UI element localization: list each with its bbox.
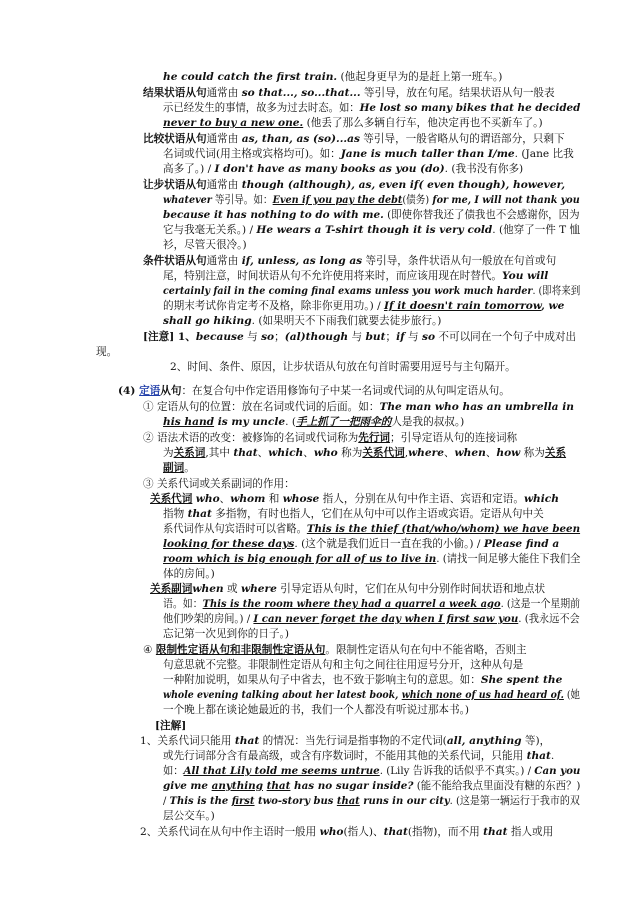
text-run: has no sugar inside? [290, 780, 414, 792]
text-run: 指人或用 [507, 826, 554, 838]
text-line [163, 522, 580, 536]
text-run: ,其中 [205, 447, 234, 459]
text-line [163, 658, 523, 672]
text-run: [注意] 1、 [143, 331, 196, 343]
text-run: (他丢了那么多辆自行车，他决定再也不买新车了。) [303, 117, 543, 129]
text-run: 人是我的叔叔。) [391, 416, 465, 428]
text-line [163, 673, 562, 687]
text-run: He lost so many bikes that he decided [359, 102, 581, 114]
text-line [163, 552, 580, 566]
text-run: 限制性定语从句和非限制性定语从句 [155, 644, 326, 656]
text-run: give me [163, 780, 212, 792]
text-run: ；引导定语从句的连接词称 [390, 432, 518, 444]
text-run: ① 定语从句的位置：放在名词或代词的后面。如： [143, 401, 380, 413]
text-run: whatever [163, 194, 212, 206]
text-run: though (although), as, even if( even though), however, [241, 179, 566, 191]
text-run: 关系词 [173, 447, 206, 459]
text-run: 它与我毫无关系。) / [163, 224, 257, 236]
text-line [163, 238, 247, 252]
text-run: when [454, 447, 486, 459]
text-run: . (Lily 告诉我的话似乎不真实。) / [379, 765, 535, 777]
text-run: that [336, 795, 360, 807]
text-run: if, unless, as long as [241, 255, 363, 267]
text-run: looking for these days [163, 538, 295, 550]
text-line [163, 284, 580, 298]
text-line [140, 825, 553, 839]
text-line [163, 764, 580, 778]
text-run: . (如果明天不下雨我们就要去徒步旅行。) [251, 315, 442, 327]
text-line [163, 193, 580, 207]
text-run: 关系 [544, 447, 567, 459]
text-run: 或 [223, 583, 241, 595]
text-run: 多指物，有时也指人，它们在从句中可以作主语或宾语。定语从句中关 [211, 508, 544, 520]
text-run: Please find a [483, 538, 560, 550]
text-line [163, 567, 215, 581]
text-run: 称为 [337, 447, 363, 459]
text-run: 通常由 [206, 87, 242, 99]
text-run: 称为 [520, 447, 545, 459]
text-run: 高多了。) / [163, 163, 215, 175]
text-run: [注解] [155, 720, 187, 732]
text-run: Can you [534, 765, 581, 777]
text-run: I don't have as many books as you (do) [214, 163, 445, 175]
text-run: 从句 [160, 385, 182, 397]
text-run: where [408, 447, 444, 459]
text-run: runs in our city [359, 795, 450, 807]
text-run: 名词或代词(用主格或宾格均可)。如： [163, 148, 341, 160]
text-run: he could catch the first train. [163, 71, 338, 83]
text-run: ② 语法术语的改变：被修饰的名词或代词称为 [143, 432, 359, 444]
text-run: The man who has an umbrella in [379, 401, 574, 413]
text-run: whole evening talking about her latest book, [163, 689, 402, 701]
text-run: ； [274, 331, 285, 343]
text-run: . (这是第一辆运行于我市的双 [449, 795, 580, 807]
text-line [163, 688, 580, 702]
text-line [163, 612, 580, 626]
text-run: who [319, 826, 344, 838]
text-line [163, 223, 580, 237]
text-line [163, 703, 469, 717]
text-run: . (请找一间足够大能住下我们全 [436, 553, 581, 565]
text-run: who [195, 493, 220, 505]
text-run: 关系副词 [150, 583, 193, 595]
text-run: (即使你替我还了债我也不会感谢你，因为 [383, 209, 580, 221]
text-line [163, 627, 289, 641]
text-line [96, 345, 117, 359]
text-run: which [268, 447, 304, 459]
text-run: 现。 [96, 346, 118, 358]
text-run: so [422, 331, 436, 343]
text-run: 2、时间、条件、原因，让步状语从句放在句首时需要用逗号与主句隔开。 [170, 361, 516, 373]
text-run: (他起身更早为的是赶上第一班车。) [337, 71, 503, 83]
text-line [170, 360, 516, 374]
text-line [143, 86, 555, 100]
text-run: but [365, 331, 386, 343]
text-run: for me, I will not thank you [429, 194, 580, 206]
text-run: if [396, 331, 405, 343]
text-line [163, 597, 580, 611]
text-line [143, 178, 565, 192]
text-run: 他们吵架的房间。) / [163, 613, 254, 625]
text-run: so that..., so...that... [241, 87, 361, 99]
text-run: 先行词 [358, 432, 391, 444]
text-run: never to buy a new one. [163, 117, 304, 129]
text-run: that [266, 780, 291, 792]
text-run: room which is big enough for all of us to live in [163, 553, 437, 565]
text-run: If it doesn't rain tomorrow [384, 300, 542, 312]
text-line [143, 132, 565, 146]
text-run: 等引导。如： [211, 194, 273, 206]
text-run: 通常由 [206, 179, 242, 191]
text-run: 1、关系代词只能用 [140, 735, 235, 747]
text-run: whose [282, 493, 320, 505]
text-run: which [523, 493, 559, 505]
text-line [140, 734, 550, 748]
text-run: is my uncle [214, 416, 286, 428]
text-run: He wears a T-shirt though it is very cold [256, 224, 493, 236]
text-run: (4) [118, 385, 140, 397]
text-run: She spent the [480, 674, 563, 686]
text-run: 一种附加说明，如果从句子中省去，也不致于影响主句的意思。如： [163, 674, 481, 686]
text-run: (指物)，而不用 [407, 826, 484, 838]
text-run: two-story bus [254, 795, 337, 807]
text-run: 等引导，条件状语从句一般放在句首或句 [362, 255, 557, 267]
text-run: when [192, 583, 224, 595]
text-run: that [187, 508, 212, 520]
text-run: 衫，尽管天很冷。) [163, 239, 247, 251]
text-run: 、 [257, 447, 269, 459]
text-run: 与 [243, 331, 262, 343]
text-run: 、 [219, 493, 231, 505]
text-line [163, 415, 464, 429]
text-run: 示已经发生的事情，故多为过去时态。如： [163, 102, 360, 114]
text-run: 比较状语从句 [143, 133, 207, 145]
text-run: 结果状语从句 [143, 87, 207, 99]
text-run: 或先行词部分含有最高级，或含有序数词时，不能用其他的关系代词，只能用 [163, 750, 527, 762]
text-run: 层公交车。) [163, 810, 215, 822]
text-run: who [313, 447, 338, 459]
text-line [163, 749, 554, 763]
text-run: 与 [404, 331, 422, 343]
text-run: that [383, 826, 408, 838]
text-run: 等)， [521, 735, 551, 747]
text-line [150, 582, 545, 596]
text-line [143, 400, 574, 414]
text-run: Jane is much taller than I/me [340, 148, 515, 160]
text-run: where [240, 583, 277, 595]
text-run: 通常由 [206, 133, 242, 145]
text-run: 、 [443, 447, 455, 459]
text-run: 不可以同在一个句子中成对出 [435, 331, 577, 343]
text-line [163, 70, 502, 84]
text-run: (她 [563, 689, 580, 701]
text-line [163, 794, 580, 808]
text-line [143, 431, 517, 445]
text-run: shall go hiking [163, 315, 252, 327]
text-run: 定语 [139, 385, 161, 397]
text-line [155, 719, 186, 733]
text-run: that [483, 826, 508, 838]
text-run: 指物 [163, 508, 188, 520]
text-run: 尾，特别注意，时间状语从句不允许使用将来时，而应该用现在时替代。 [163, 270, 502, 282]
text-line [163, 208, 580, 222]
text-run: 的情况：当先行词是指事物的不定代词( [259, 735, 447, 747]
text-run: . ( [285, 416, 296, 428]
text-line [163, 314, 441, 328]
text-run: 2、关系代词在从句中作主语时一般用 [140, 826, 320, 838]
text-line [163, 162, 523, 176]
text-run: (债务) [402, 194, 430, 206]
text-run: 等引导，一般省略从句的谓语部分，只剩下 [359, 133, 565, 145]
text-run: because [195, 331, 244, 343]
text-run: . (这个就是我们近日一直在我的小偷。) / [294, 538, 484, 550]
text-run: as, than, as (so)...as [241, 133, 360, 145]
text-run: , [404, 447, 409, 459]
text-line [118, 384, 510, 398]
text-run: 引导定语从句时，它们在从句中分别作时间状语和地点状 [276, 583, 546, 595]
text-line [163, 299, 564, 313]
text-run: This is the [169, 795, 232, 807]
text-run: 关系代词 [362, 447, 405, 459]
text-line [163, 809, 215, 823]
text-run: . (Jane 比我 [514, 148, 574, 160]
text-run: that [233, 447, 258, 459]
text-run: first [231, 795, 255, 807]
text-run: . (这是一个星期前 [500, 598, 581, 610]
text-run: I can never forget the day when I first saw you [253, 613, 519, 625]
text-line [150, 492, 559, 506]
text-run: This is the room where they had a quarrel a week ago [202, 598, 501, 610]
text-run: . [550, 750, 555, 762]
text-run: . (即将来到 [532, 285, 581, 297]
text-run: 条件状语从句 [143, 255, 207, 267]
text-run: . (我书没有你多) [444, 163, 524, 175]
text-run: 句意思就不完整。非限制性定语从句和主句之间往往用逗号分开，这种从句是 [163, 659, 524, 671]
text-run: 副词 [163, 462, 185, 474]
text-line [163, 461, 195, 475]
text-run: (al)though [284, 331, 349, 343]
text-run: 等引导，放在句尾。结果状语从句一般表 [360, 87, 555, 99]
text-line [163, 507, 544, 521]
text-run: which none of us had heard of. [401, 689, 564, 701]
text-run: ④ [143, 644, 156, 656]
text-run: Even if you pay the debt [272, 194, 403, 206]
text-line [143, 477, 295, 491]
text-run: so [261, 331, 275, 343]
text-run: that [526, 750, 551, 762]
text-run: You will [502, 270, 549, 282]
text-run: 。 [184, 462, 195, 474]
text-line [163, 101, 580, 115]
text-line [143, 330, 576, 344]
text-line [163, 147, 574, 161]
text-line [163, 779, 580, 793]
text-run: (指人)、 [343, 826, 384, 838]
text-run: 和 [265, 493, 283, 505]
text-run: that [234, 735, 260, 747]
text-run: 指人，分别在从句中作主语、宾语和定语。 [319, 493, 524, 505]
text-run: This is the thief (that/who/whom) we have been [306, 523, 581, 535]
text-run: all, anything [446, 735, 522, 747]
text-run: / [163, 795, 170, 807]
text-line [163, 116, 543, 130]
text-run: 手上抓了一把雨伞的 [295, 416, 392, 428]
text-line [163, 537, 559, 551]
text-run: 为 [163, 447, 174, 459]
text-run: All that Lily told me seems untrue [183, 765, 380, 777]
text-run: because it has nothing to do with me. [163, 209, 384, 221]
text-run: certainly fail in the coming final exams unless you work much harder [163, 285, 533, 297]
text-run: ③ 关系代词或关系副词的作用： [143, 478, 295, 490]
text-run: , we [541, 300, 565, 312]
text-run: anything [211, 780, 263, 792]
text-run: 如： [163, 765, 184, 777]
text-run: 体的房间。) [163, 568, 215, 580]
text-run: 、 [485, 447, 497, 459]
text-run: 关系代词 [150, 493, 193, 505]
text-run: 一个晚上都在谈论她最近的书，我们一个人都没有听说过那本书。) [163, 704, 470, 716]
text-run: 语。如： [163, 598, 203, 610]
text-line [163, 269, 548, 283]
text-run: 与 [348, 331, 366, 343]
text-run: whom [230, 493, 266, 505]
text-run: 、 [303, 447, 314, 459]
text-run: 。限制性定语从句在句中不能省略，否则主 [325, 644, 527, 656]
text-run: his hand [163, 416, 215, 428]
text-line [163, 446, 566, 460]
text-run: . (我永远不会 [518, 613, 580, 625]
text-run: 的期末考试你肯定考不及格，除非你更用功。) / [163, 300, 385, 312]
text-run: (能不能给我点里面没有糖的东西？) [413, 780, 581, 792]
text-run: ：在复合句中作定语用修饰句子中某一名词或代词的从句叫定语从句。 [181, 385, 510, 397]
text-run: 系代词作从句宾语时可以省略。 [163, 523, 307, 535]
text-line [143, 643, 527, 657]
text-run: 让步状语从句 [143, 179, 207, 191]
text-run: ； [385, 331, 397, 343]
text-run: how [496, 447, 521, 459]
text-run: 通常由 [206, 255, 242, 267]
text-run: . (他穿了一件 T 恤 [492, 224, 581, 236]
text-run: 忘记第一次见到你的日子。) [163, 628, 289, 640]
text-line [143, 254, 556, 268]
